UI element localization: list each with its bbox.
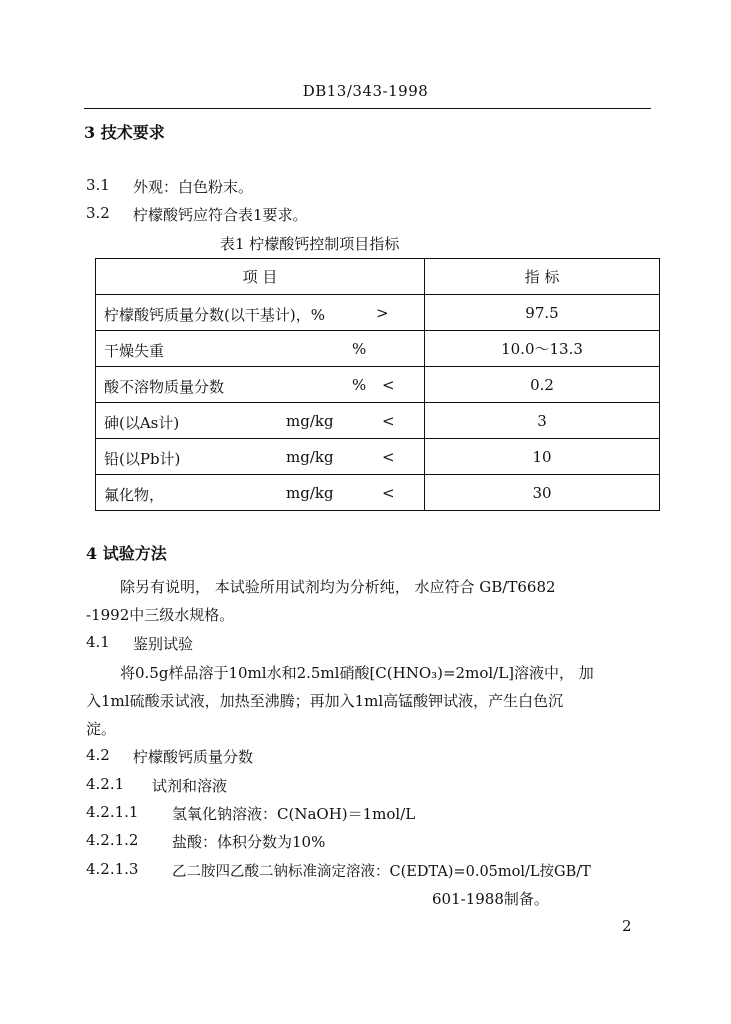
clause-4-2-text: 柠檬酸钙质量分数: [133, 748, 254, 766]
clause-4-2-1-3-text: 乙二胺四乙酸二钠标准滴定溶液：C(EDTA)=0.05mol/L按GB/T: [172, 864, 591, 880]
row-value: 10: [425, 439, 660, 475]
identification-line-3: 淀。: [86, 720, 117, 738]
clause-4-2-1-text: 试剂和溶液: [152, 777, 228, 795]
row-unit: %: [352, 376, 367, 394]
identification-line-1: 将0.5g样品溶于10ml水和2.5ml硝酸[C(HNO₃)=2mol/L]溶液中， 加: [120, 664, 594, 682]
table-row: [96, 367, 660, 403]
row-value: 97.5: [425, 295, 660, 331]
row-unit: %: [352, 340, 367, 358]
row-item-name: 干燥失重: [104, 342, 165, 360]
identification-line-2: 入1ml硫酸汞试液，加热至沸腾；再加入1ml高锰酸钾试液，产生白色沉: [86, 692, 564, 710]
section-4-title: 4 试验方法: [86, 544, 167, 563]
row-value: 3: [425, 403, 660, 439]
clause-3-1-number: 3.1: [86, 176, 110, 194]
row-value: 10.0～13.3: [425, 331, 660, 367]
row-operator: <: [382, 412, 395, 430]
clause-4-2-1-3-continuation: 601-1988制备。: [432, 890, 549, 908]
row-operator: >: [376, 304, 389, 322]
row-value: 30: [425, 475, 660, 511]
row-operator: <: [382, 484, 395, 502]
page-number: 2: [622, 917, 632, 935]
row-item-name: 氟化物，: [104, 486, 165, 504]
table-row: [96, 475, 660, 511]
table-caption: 表1 柠檬酸钙控制项目指标: [220, 235, 400, 253]
clause-4-1-text: 鉴别试验: [133, 635, 194, 653]
clause-4-2-1-3-number: 4.2.1.3: [86, 860, 139, 878]
table-row: [96, 295, 660, 331]
row-item-name: 酸不溶物质量分数: [104, 378, 225, 396]
clause-4-2-1-2-text: 盐酸：体积分数为10%: [172, 833, 326, 851]
row-unit: mg/kg: [286, 448, 334, 466]
row-item-name: 柠檬酸钙质量分数(以干基计)，%: [104, 306, 325, 324]
row-item-name: 铅(以Pb计): [104, 450, 181, 468]
header-rule: [84, 108, 651, 109]
clause-3-1-text: 外观：白色粉末。: [133, 178, 254, 196]
header-item: 项 目: [96, 259, 425, 295]
intro-line-2: -1992中三级水规格。: [86, 606, 235, 624]
clause-4-2-1-1-number: 4.2.1.1: [86, 803, 139, 821]
table-header-row: [96, 259, 660, 295]
row-value: 0.2: [425, 367, 660, 403]
clause-3-2-number: 3.2: [86, 204, 110, 222]
clause-4-2-1-2-number: 4.2.1.2: [86, 831, 139, 849]
row-operator: <: [382, 448, 395, 466]
clause-3-2-text: 柠檬酸钙应符合表1要求。: [133, 206, 308, 224]
row-unit: mg/kg: [286, 412, 334, 430]
row-unit: mg/kg: [286, 484, 334, 502]
clause-4-2-number: 4.2: [86, 746, 110, 764]
spec-table: [95, 258, 660, 511]
clause-4-2-1-number: 4.2.1: [86, 775, 125, 793]
section-3-title: 3 技术要求: [84, 123, 165, 142]
clause-4-2-1-1-text: 氢氧化钠溶液：C(NaOH)＝1mol/L: [172, 805, 416, 823]
intro-line-1: 除另有说明， 本试验所用试剂均为分析纯， 水应符合 GB/T6682: [120, 578, 556, 596]
row-item-name: 砷(以As计): [104, 414, 180, 432]
clause-4-1-number: 4.1: [86, 633, 110, 651]
row-operator: <: [382, 376, 395, 394]
header-value: 指 标: [425, 259, 660, 295]
document-code: DB13/343-1998: [302, 82, 429, 100]
table-row: [96, 331, 660, 367]
table-row: [96, 403, 660, 439]
table-row: [96, 439, 660, 475]
